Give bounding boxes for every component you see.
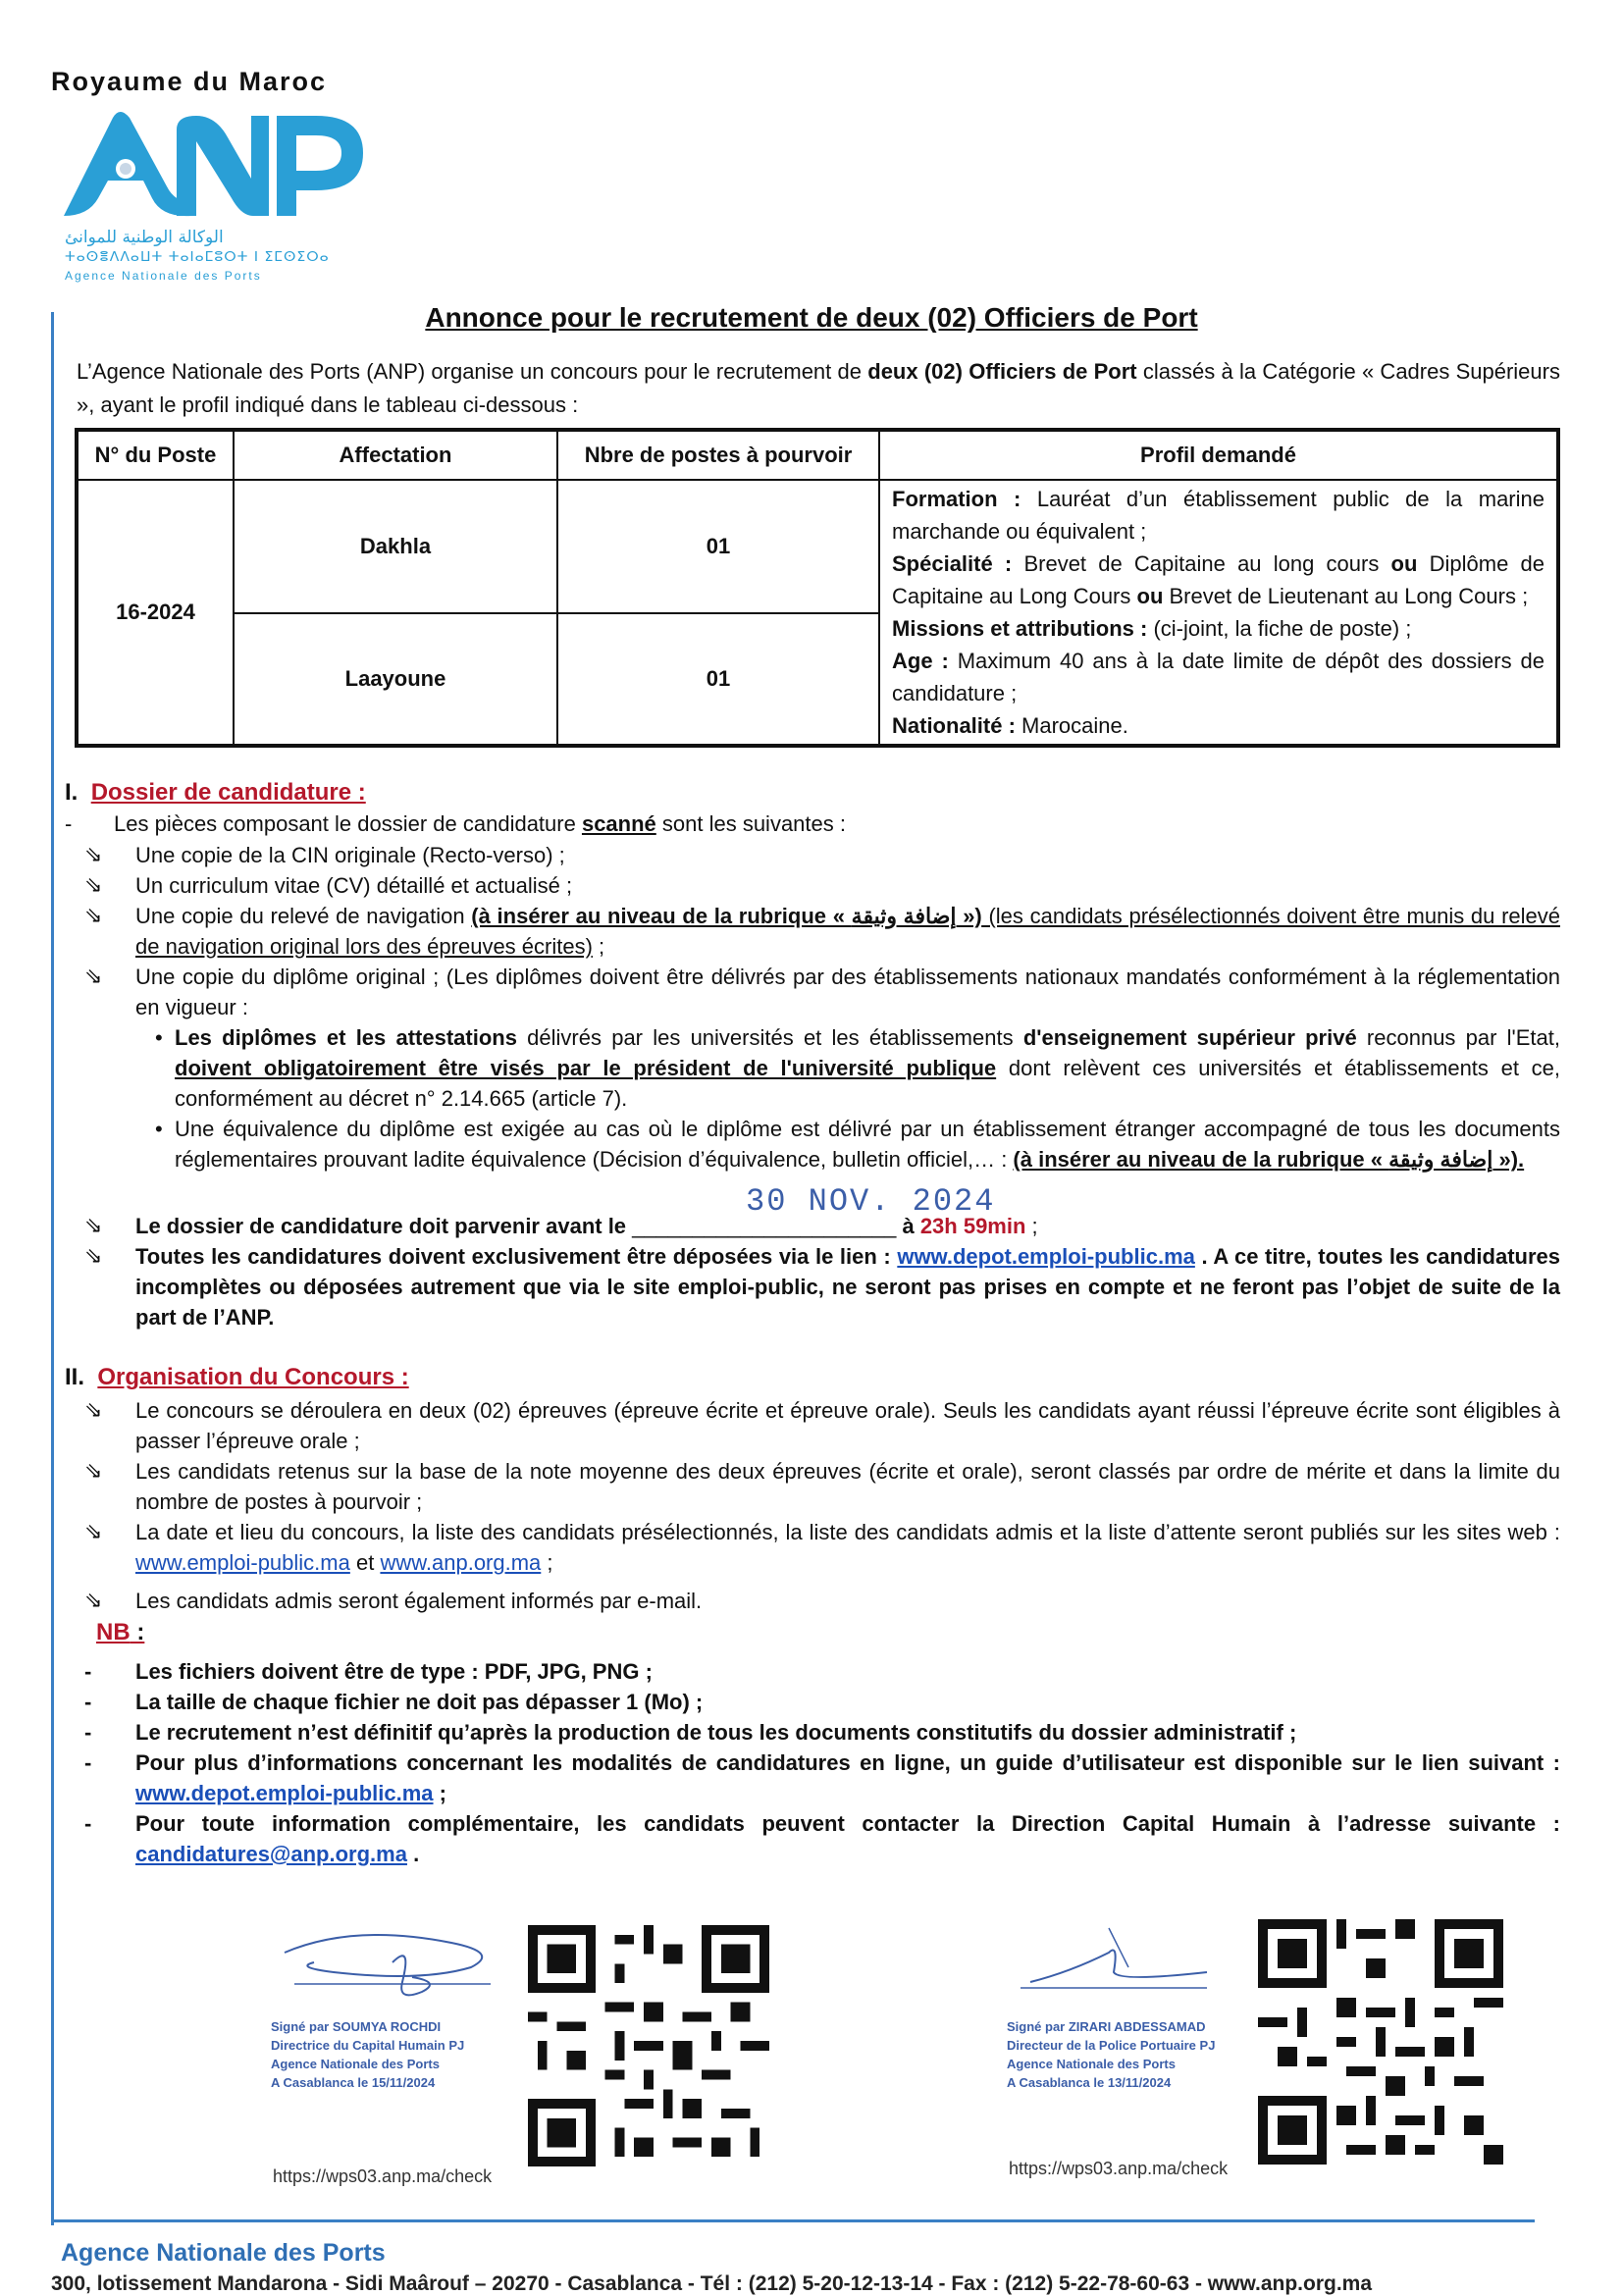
date-stamp: 30 NOV. 2024	[746, 1183, 996, 1220]
nbre-cell: 01	[557, 613, 879, 747]
hand-pointer-icon: ⇘	[84, 965, 103, 989]
poste-number: 16-2024	[77, 480, 234, 746]
col-header-nbre: Nbre de postes à pourvoir	[557, 430, 879, 480]
section-2-heading: II. Organisation du Concours :	[65, 1364, 409, 1390]
tifinagh-agency-name: ⵜⴰⵙⴻⴷⴷⴰⵡⵜ ⵜⴰⵏⴰⵎⵓⵔⵜ ⵏ ⵉⵎⵙⵉⵔⴰ	[65, 249, 330, 265]
left-rule	[51, 312, 54, 2225]
footer-title: Agence Nationale des Ports	[61, 2239, 386, 2267]
intro-paragraph: L’Agence Nationale des Ports (ANP) organise un concours pour le recrutement de deux (02) Officiers de Port classés à la Catégorie « Cadres Supérieurs », ayant le profil indiqué dans le tableau ci-dessous :	[77, 359, 1560, 417]
hand-pointer-icon: ⇘	[84, 1459, 103, 1484]
hand-pointer-icon: ⇘	[84, 1520, 103, 1544]
verify-url-1: https://wps03.anp.ma/check	[273, 2166, 493, 2186]
verify-url-2: https://wps03.anp.ma/check	[1009, 2159, 1229, 2178]
arabic-agency-name: الوكالة الوطنية للموانئ	[65, 228, 224, 247]
signature-2-block: Signé par ZIRARI ABDESSAMAD Directeur de la Police Portuaire PJ Agence Nationale des Ports A Casablanca le 13/11/2024	[1007, 2019, 1216, 2090]
col-header-affectation: Affectation	[234, 430, 557, 480]
qr-code-2	[1258, 1919, 1503, 2165]
signature-1-block: Signé par SOUMYA ROCHDI Directrice du Capital Humain PJ Agence Nationale des Ports A Casablanca le 15/11/2024	[271, 2019, 465, 2090]
hand-pointer-icon: ⇘	[84, 1214, 103, 1238]
footer-address: 300, lotissement Mandarona - Sidi Maârouf – 20270 - Casablanca - Tél : (212) 5-20-12-13-14 - Fax : (212) 5-22-78-60-63 - www.anp.org.ma	[51, 2272, 1373, 2295]
guide-link[interactable]: www.depot.emploi-public.ma	[135, 1781, 434, 1805]
depot-link[interactable]: www.depot.emploi-public.ma	[897, 1244, 1195, 1269]
col-header-poste: N° du Poste	[77, 430, 234, 480]
positions-table	[75, 428, 1560, 748]
email-link[interactable]: candidatures@anp.org.ma	[135, 1842, 407, 1866]
emploi-public-link[interactable]: www.emploi-public.ma	[135, 1550, 350, 1575]
qr-code-1	[528, 1925, 769, 2166]
affectation-cell: Dakhla	[234, 480, 557, 613]
table-header-row	[77, 430, 1558, 480]
hand-pointer-icon: ⇘	[84, 873, 103, 898]
hand-pointer-icon: ⇘	[84, 843, 103, 867]
col-header-profil: Profil demandé	[879, 430, 1558, 480]
anp-site-link[interactable]: www.anp.org.ma	[380, 1550, 542, 1575]
affectation-cell: Laayoune	[234, 613, 557, 747]
signature-2-scribble	[1011, 1923, 1246, 2011]
signature-1-scribble	[275, 1923, 510, 2011]
anp-logo	[59, 108, 373, 226]
hand-pointer-icon: ⇘	[84, 1244, 103, 1269]
hand-pointer-icon: ⇘	[84, 1589, 103, 1613]
hand-pointer-icon: ⇘	[84, 904, 103, 928]
profile-cell: Formation : Lauréat d’un établissement public de la marine marchande ou équivalent ; Spécialité : Brevet de Capitaine au long cours ou Diplôme de Capitaine au Long Cours ou Brevet de Lieutenant au Long Cours ; Missions et attributions : (ci-joint, la fiche de poste) ; Age : Maximum 40 ans à la date limite de dépôt des dossiers de candidature ; Nationalité : Marocaine.	[879, 480, 1558, 746]
section-1-lead: - Les pièces composant le dossier de candidature scanné sont les suivantes :	[65, 811, 846, 836]
page-title: Annonce pour le recrutement de deux (02) Officiers de Port	[425, 302, 1198, 333]
table-row	[77, 480, 1558, 613]
nbre-cell: 01	[557, 480, 879, 613]
hand-pointer-icon: ⇘	[84, 1398, 103, 1423]
latin-agency-name: Agence Nationale des Ports	[65, 269, 262, 283]
kingdom-title: Royaume du Maroc	[51, 67, 328, 96]
section-1-heading: I. Dossier de candidature :	[65, 779, 366, 806]
footer-rule	[51, 2219, 1535, 2222]
nb-heading: NB :	[96, 1619, 145, 1645]
